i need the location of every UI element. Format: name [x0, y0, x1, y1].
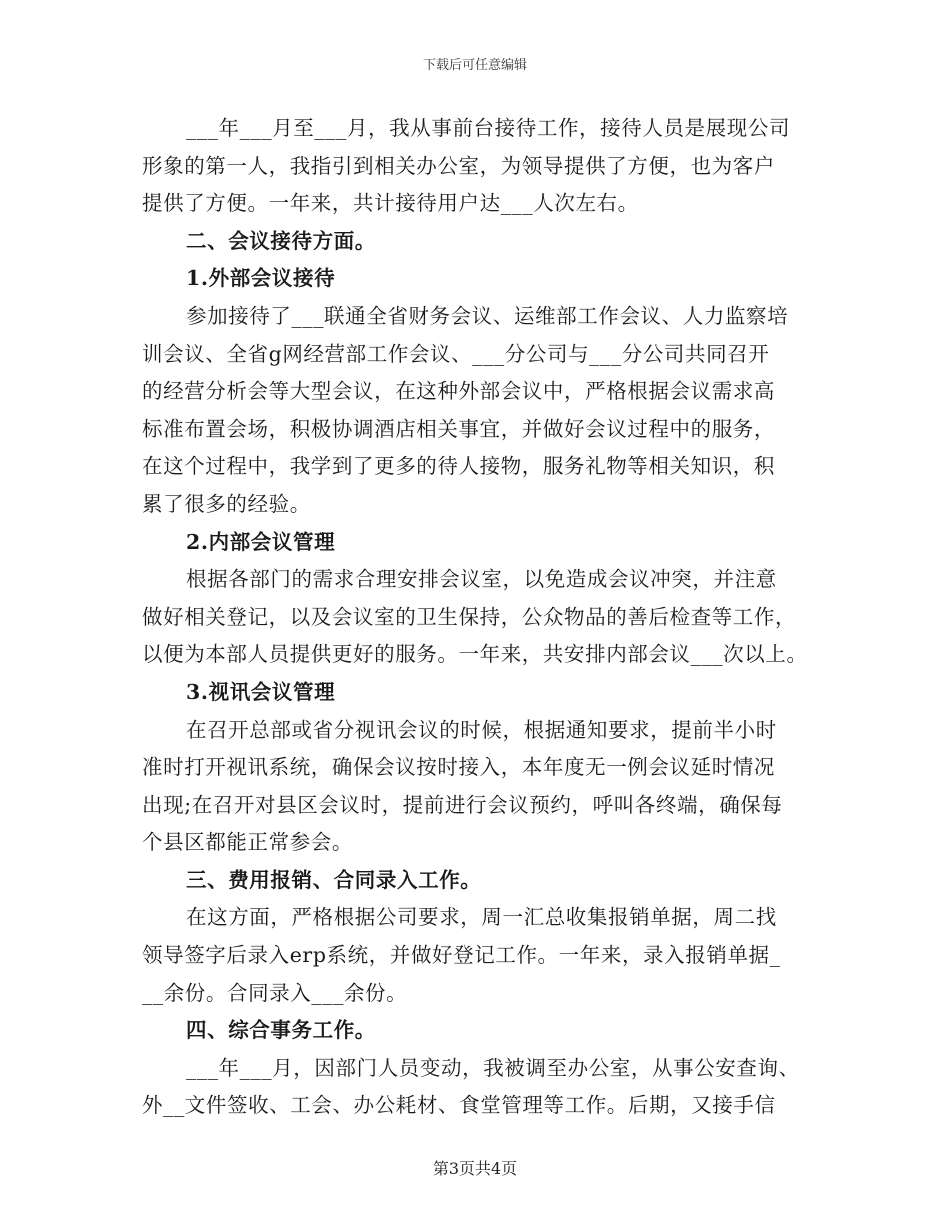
- paragraph-line: 个县区都能正常参会。: [142, 830, 353, 855]
- paragraph-line: 做好相关登记，以及会议室的卫生保持，公众物品的善后检查等工作，: [142, 604, 797, 629]
- paragraph-line: ___年___月至___月，我从事前台接待工作，接待人员是展现公司: [186, 116, 791, 140]
- document-body: [142, 110, 822, 1125]
- paragraph-line: 领导签字后录入erp系统，并做好登记工作。一年来，录入报销单据_: [142, 943, 781, 968]
- section-heading: 1.外部会议接待: [186, 266, 336, 291]
- paragraph-line: 在召开总部或省分视讯会议的时候，根据通知要求，提前半小时: [186, 717, 777, 742]
- paragraph-line: __余份。合同录入___余份。: [142, 980, 408, 1005]
- paragraph-line: 在这方面，严格根据公司要求，周一汇总收集报销单据，周二找: [186, 905, 777, 930]
- paragraph-line: 形象的第一人，我指引到相关办公室，为领导提供了方便，也为客户: [142, 153, 775, 178]
- paragraph-line: 参加接待了___联通全省财务会议、运维部工作会议、人力监察培: [186, 303, 789, 328]
- paragraph-line: 在这个过程中，我学到了更多的待人接物，服务礼物等相关知识，积: [142, 454, 775, 479]
- paragraph-line: 提供了方便。一年来，共计接待用户达___人次左右。: [142, 191, 639, 216]
- paragraph-line: 的经营分析会等大型会议，在这种外部会议中，严格根据会议需求高: [142, 379, 775, 404]
- paragraph-line: 准时打开视讯系统，确保会议按时接入，本年度无一例会议延时情况: [142, 755, 775, 780]
- section-heading: 二、会议接待方面。: [186, 228, 376, 253]
- paragraph-line: 训会议、全省g网经营部工作会议、___分公司与___分公司共同召开: [142, 341, 770, 366]
- paragraph-line: ___年___月，因部门人员变动，我被调至办公室，从事公安查询、: [186, 1055, 800, 1080]
- page-footer: 第3页共4页: [432, 1159, 518, 1178]
- paragraph-line: 标准布置会场，积极协调酒店相关事宜，并做好会议过程中的服务，: [142, 416, 775, 441]
- section-heading: 3.视讯会议管理: [186, 679, 336, 704]
- section-heading: 2.内部会议管理: [186, 529, 336, 554]
- paragraph-line: 出现;在召开对县区会议时，提前进行会议预约，呼叫各终端，确保每: [142, 792, 783, 817]
- paragraph-line: 外__文件签收、工会、办公耗材、食堂管理等工作。后期，又接手信: [142, 1093, 776, 1118]
- section-heading: 四、综合事务工作。: [186, 1018, 376, 1043]
- page-header: 下载后可任意编辑: [422, 58, 527, 73]
- paragraph-line: 根据各部门的需求合理安排会议室，以免造成会议冲突，并注意: [186, 567, 777, 592]
- paragraph-line: 累了很多的经验。: [142, 491, 311, 516]
- paragraph-line: 以便为本部人员提供更好的服务。一年来，共安排内部会议___次以上。: [142, 642, 808, 667]
- section-heading: 三、费用报销、合同录入工作。: [186, 867, 482, 892]
